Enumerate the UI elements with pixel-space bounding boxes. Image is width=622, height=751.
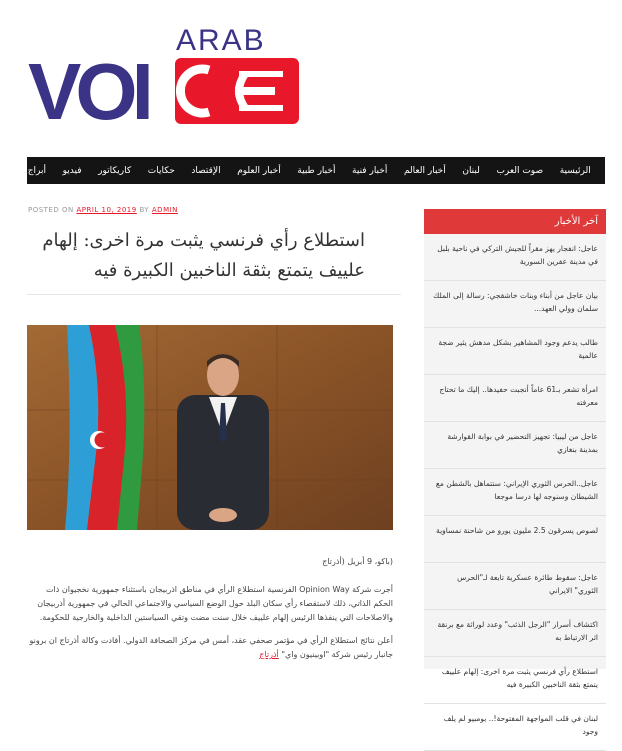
article-paragraph-2-text: أعلن نتائج استطلاع الرأي في مؤتمر صحفي عقد، أمس في مركز الصحافة الدولي. أفادت وكالة أذرتاج ان برونو جانبار رئيس شركة "اوبينيون واي" (29, 636, 393, 659)
article-title: استطلاع رأي فرنسي يثبت مرة اخرى: إلهام علييف يتمتع بثقة الناخبين الكبيرة فيه (42, 230, 365, 281)
site-logo[interactable] (28, 24, 308, 136)
nav-item-caricature[interactable]: كاريكاتور (98, 165, 132, 176)
posted-on-label: POSTED ON (28, 206, 74, 214)
sidebar-news-item[interactable]: لصوص يسرقون 2.5 مليون يورو من شاحنة نمساوية (424, 516, 606, 563)
sidebar-news-item[interactable]: طالب يدعم وجود المشاهير بشكل مدهش يثير ضجة عالمية (424, 328, 606, 375)
sidebar-news-item[interactable]: استطلاع رأي فرنسي يثبت مرة اخرى: إلهام علييف يتمتع بثقة الناخبين الكبيرة فيه (424, 657, 606, 704)
azertac-link[interactable]: أذرتاج (259, 650, 279, 659)
sidebar-news-item[interactable]: اكتشاف أسرار "الرجل الذئب" وعدد لوراثة مع برنقة اثر الارتباط به (424, 610, 606, 657)
sidebar-news-item[interactable]: عاجل من ليبيا: تجهيز التحضير في بوابة القوارشة بمدينة بنغازي (424, 422, 606, 469)
nav-item-art-news[interactable]: أخبار فنية (352, 165, 388, 176)
logo-ce-mark (175, 58, 299, 124)
article-photo (27, 325, 393, 530)
article-paragraph-2 (27, 634, 393, 662)
article-dateline: (باكو، 9 أبريل (أذرتاج (322, 557, 393, 566)
post-date-link[interactable]: APRIL 10, 2019 (76, 206, 137, 214)
nav-item-horoscope[interactable]: أبراج (27, 165, 46, 176)
sidebar-news-item[interactable]: عاجل..الحرس الثوري الإيراني: ستتماهل بالشطن مع الشيطان وسنوجه لها درسا موجعا (424, 469, 606, 516)
article-paragraph-1: أجرت شركة Opinion Way الفرنسية استطلاع الرأي في مناطق اذربيجان باستثناء جمهورية نخجيوان ذات الحكم الذاتي، ذلك لاستقصاء رأي سكان البلد حول الوضع السياسي والاجتماعي الحالي في جمهورية أذربيجان والاصلاحات التي ينفذها الرئيس إلهام علييف خلال سنت مضت وتقي السياستين الداخلية والخارجية للحكومة. (37, 585, 393, 622)
nav-item-science-news[interactable]: أخبار العلوم (237, 165, 281, 176)
sidebar-news-item[interactable]: عاجل: سقوط طائرة عسكرية تابعة لـ"الحرس الثوري" الايراني (424, 563, 606, 610)
nav-item-lebanon[interactable]: لبنان (462, 165, 480, 176)
nav-item-world-news[interactable]: أخبار العالم (403, 165, 446, 176)
sidebar-news-item[interactable]: عاجل: انفجار يهز مقراً للجيش التركي في ناحية بلبل في مدينة عفرين السورية (424, 234, 606, 281)
title-divider (27, 294, 401, 295)
nav-item-stories[interactable]: حكايات (147, 165, 175, 176)
post-meta (28, 206, 178, 214)
author-link[interactable]: ADMIN (151, 206, 178, 214)
nav-item-arab-voice[interactable]: صوت العرب (496, 165, 544, 176)
by-label: BY (139, 206, 150, 214)
sidebar-news-item[interactable]: بيان عاجل من أبناء وبنات خاشقجي: رسالة إلى الملك سلمان وولي العهد... (424, 281, 606, 328)
latest-news-sidebar (424, 209, 606, 736)
sidebar-header: آخر الأخبار (424, 209, 606, 234)
logo-ce-icon (175, 58, 299, 124)
main-nav (27, 157, 605, 184)
nav-item-economy[interactable]: الإقتصاد (191, 165, 221, 176)
nav-item-medical-news[interactable]: أخبار طبية (297, 165, 336, 176)
nav-item-video[interactable]: فيديو (62, 165, 82, 176)
logo-voi-text: VOI (28, 47, 148, 136)
sidebar-news-item[interactable]: امرأة تشعر بـ61 عاماً أنجبت حفيدها.. إليك ما تحتاج معرفته (424, 375, 606, 422)
nav-item-home[interactable]: الرئيسية (559, 165, 591, 176)
sidebar-news-item[interactable]: لبنان في قلب المواجهة المفتوحة!.. بومبيو لم يلف وجود (424, 704, 606, 751)
logo-arab-text: ARAB (176, 24, 266, 57)
